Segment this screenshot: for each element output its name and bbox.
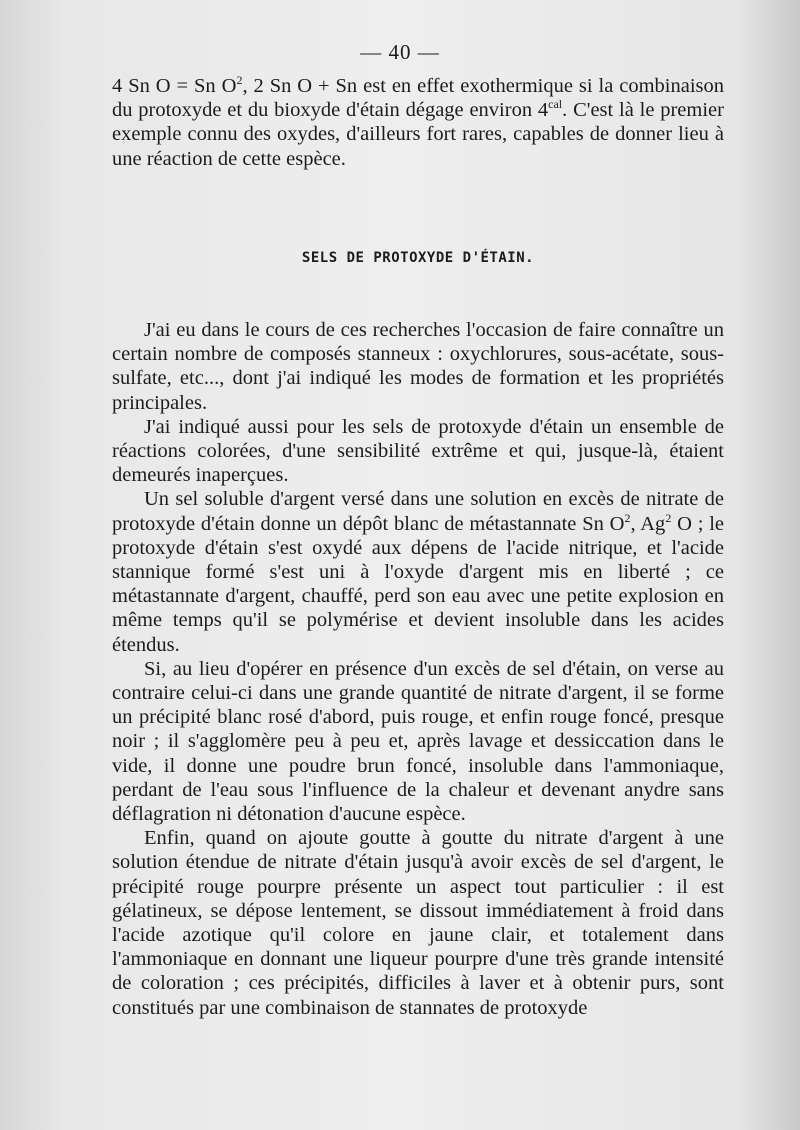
intro-paragraph — [112, 74, 724, 171]
paragraph-2: J'ai indiqué aussi pour les sels de protoxyde d'étain un ensemble de réactions colorées, d'une sensibilité extrême et qui, jusque-là, étaient demeurés inaperçues. — [112, 415, 724, 487]
paragraph-4: Si, au lieu d'opérer en présence d'un excès de sel d'étain, on verse au contraire celui-ci dans une grande quantité de nitrate d'argent, il se forme un précipité blanc rosé d'abord, puis rouge, et enfin rouge foncé, presque noir ; il s'agglomère peu à peu et, après lavage et dessiccation dans le vide, il donne une poudre brun foncé, insoluble dans l'ammoniaque, perdant de l'eau sous l'influence de la chaleur et devenant anydre sans déflagration ni détonation d'aucune espèce. — [112, 657, 724, 826]
paragraph-5: Enfin, quand on ajoute goutte à goutte du nitrate d'argent à une solution étendue de nitrate d'étain jusqu'à avoir excès de sel d'argent, le précipité rouge pourpre présente un aspect tout particulier : il est gélatineux, se dépose lentement, se dissout immédiatement à froid dans l'acide azotique qu'il colore en jaune clair, et totalement dans l'ammoniaque en donnant une liqueur pourpre d'une très grande intensité de coloration ; ces précipités, difficiles à laver et à obtenir purs, sont constitués par une combinaison de stannates de protoxyde — [112, 827, 724, 1019]
paragraph-3-superscript-2: 2 — [665, 510, 672, 525]
paragraph-3 — [112, 487, 724, 656]
intro-superscript-b: cal — [548, 97, 563, 112]
paragraph-3-c: O ; le protoxyde d'étain s'est oxydé aux dépens de l'acide nitrique, et l'acide stannique formé s'est uni à l'oxyde d'argent mis en liberté ; ce métastannate d'argent, chauffé, perd son eau avec une petite explosion en même temps qu'il se polymérise et devient insoluble dans les acides étendus. — [112, 512, 725, 656]
paragraph-3-b: , Ag — [630, 512, 666, 535]
body-text — [112, 318, 724, 1020]
page-number: — 40 — — [360, 40, 440, 64]
intro-formula-b: , 2 Sn O + Sn est en effet exothermique si la combinaison du protoxyde et du bioxyde d'étain dégage environ 4 — [112, 75, 725, 122]
section-heading: SELS DE PROTOXYDE D'ÉTAIN. — [301, 250, 535, 266]
intro-superscript-a: 2 — [236, 73, 243, 88]
paragraph-3-a: Un sel soluble d'argent versé dans une solution en excès de nitrate de protoxyde d'étain donne un dépôt blanc de métastannate Sn O — [112, 488, 724, 535]
intro-formula-a: 4 Sn O = Sn O — [112, 75, 237, 97]
paragraph-1: J'ai eu dans le cours de ces recherches l'occasion de faire connaître un certain nombre de composés stanneux : oxychlorures, sous-acétate, sous-sulfate, etc..., dont j'ai indiqué les modes de formation et les propriétés principales. — [112, 319, 724, 414]
intro-rest: . C'est là le premier exemple connu des oxydes, d'ailleurs fort rares, capables de donner lieu à une réaction de cette espèce. — [112, 99, 724, 170]
paragraph-3-superscript-1: 2 — [624, 510, 631, 525]
